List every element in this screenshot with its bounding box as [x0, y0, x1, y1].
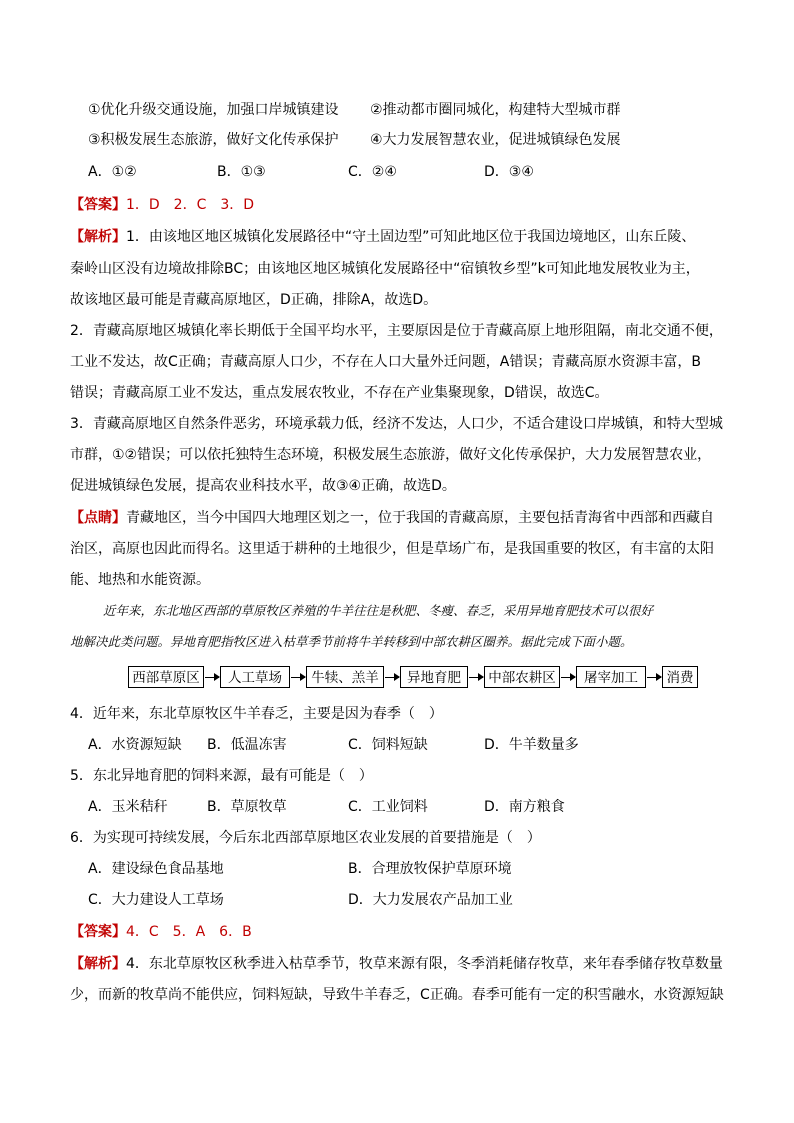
- q6-choice-a: A．建设绿色食品基地: [88, 861, 224, 877]
- flow-box-consumption: 消费: [662, 666, 698, 688]
- q4-choice-d: D．牛羊数量多: [484, 737, 579, 753]
- analysis-line: 秦岭山区没有边境故排除BC；由该地区地区城镇化发展路径中“宿镇牧乡型”k可知此地发展牧业为主，: [70, 261, 700, 277]
- flow-box-central-farming: 中部农耕区: [484, 666, 560, 688]
- analysis-line: 2．青藏高原地区城镇化率长期低于全国平均水平，主要原因是位于青藏高原上地形阻隔，南北交通不便，: [70, 323, 723, 339]
- point-line: 治区，高原也因此而得名。这里适于耕种的土地很少，但是草场广布，是我国重要的牧区，有丰富的太阳: [70, 541, 714, 557]
- q4-choice-a: A．水资源短缺: [88, 737, 182, 753]
- analysis-line: 市群，①②错误；可以依托独特生态环境，积极发展生态旅游，做好文化传承保护，大力发展智慧农业，: [70, 447, 712, 463]
- analysis-label: 【解析】: [70, 956, 126, 972]
- point-label: 【点睛】: [70, 510, 126, 526]
- q3-choice-a: A．①②: [88, 164, 137, 180]
- analysis-label: 【解析】: [70, 229, 126, 245]
- q4-choice-c: C．饲料短缺: [348, 737, 428, 753]
- analysis-line: 工业不发达，故C正确；青藏高原人口少，不存在人口大量外迁问题，A错误；青藏高原水资源丰富，B: [70, 354, 701, 370]
- flow-arrow-icon: [205, 677, 219, 678]
- analysis-text: 4．东北草原牧区秋季进入枯草季节，牧草来源有限，冬季消耗储存牧草，来年春季储存牧草数量: [126, 956, 723, 972]
- q3-option-2: ②推动都市圈同城化，构建特大型城市群: [370, 102, 621, 118]
- flow-box-slaughter: 屠宰加工: [576, 666, 646, 688]
- flow-arrow-icon: [385, 677, 399, 678]
- analysis-line: [70, 954, 723, 974]
- q6-choice-b: B．合理放牧保护草原环境: [348, 861, 512, 877]
- question-4-stem: 4．近年来，东北草原牧区牛羊春乏，主要是因为春季（ ）: [70, 706, 443, 722]
- q4-choice-b: B．低温冻害: [207, 737, 287, 753]
- q3-option-1: ①优化升级交通设施，加强口岸城镇建设: [88, 102, 339, 118]
- q3-option-3: ③积极发展生态旅游，做好文化传承保护: [88, 132, 339, 148]
- answer-text: 4．C 5．A 6．B: [126, 924, 252, 940]
- answer-block-2: [70, 922, 252, 942]
- flow-box-artificial-grassland: 人工草场: [220, 666, 290, 688]
- analysis-line: 促进城镇绿色发展，提高农业科技水平，故③④正确，故选D。: [70, 478, 456, 494]
- point-text: 青藏地区，当今中国四大地理区划之一，位于我国的青藏高原，主要包括青海省中西部和西藏自: [126, 510, 714, 526]
- q3-choice-b: B．①③: [217, 164, 266, 180]
- flow-arrow-icon: [561, 677, 575, 678]
- q5-choice-b: B．草原牧草: [207, 799, 287, 815]
- flow-box-offsite-fattening: 异地育肥: [400, 666, 468, 688]
- flow-arrow-icon: [291, 677, 305, 678]
- q3-choice-c: C．②④: [348, 164, 397, 180]
- analysis-text: 1．由该地区地区城镇化发展路径中“守土固边型”可知此地区位于我国边境地区，山东丘陵、: [126, 229, 696, 245]
- flow-arrow-icon: [647, 677, 661, 678]
- point-line: 能、地热和水能资源。: [70, 572, 210, 588]
- answer-label: 【答案】: [70, 197, 126, 213]
- analysis-line: 3．青藏高原地区自然条件恶劣，环境承载力低，经济不发达，人口少，不适合建设口岸城镇，和特大型城: [70, 416, 723, 432]
- material-line: 近年来，东北地区西部的草原牧区养殖的牛羊往往是秋肥、冬瘦、春乏，采用异地育肥技术可以很好: [103, 603, 654, 618]
- q5-choice-c: C．工业饲料: [348, 799, 428, 815]
- material-line: 地解决此类问题。异地育肥指牧区进入枯草季节前将牛羊转移到中部农耕区圈养。据此完成下面小题。: [70, 634, 633, 649]
- analysis-line: 错误；青藏高原工业不发达，重点发展农牧业，不存在产业集聚现象，D错误，故选C。: [70, 385, 609, 401]
- answer-block-1: [70, 195, 254, 215]
- answer-label: 【答案】: [70, 924, 126, 940]
- flow-box-west-grassland: 西部草原区: [128, 666, 204, 688]
- q5-choice-d: D．南方粮食: [484, 799, 565, 815]
- point-line: [70, 508, 714, 528]
- question-5-stem: 5．东北异地育肥的饲料来源，最有可能是（ ）: [70, 768, 373, 784]
- q6-choice-d: D．大力发展农产品加工业: [348, 892, 513, 908]
- question-6-stem: 6．为实现可持续发展，今后东北西部草原地区农业发展的首要措施是（ ）: [70, 830, 541, 846]
- q5-choice-a: A．玉米秸秆: [88, 799, 168, 815]
- flow-arrow-icon: [469, 677, 483, 678]
- analysis-line: 少，而新的牧草尚不能供应，饲料短缺，导致牛羊春乏，C正确。春季可能有一定的积雪融水，水资源短缺: [70, 987, 724, 1003]
- q3-option-4: ④大力发展智慧农业，促进城镇绿色发展: [370, 132, 621, 148]
- flow-box-calves-lambs: 牛犊、羔羊: [306, 666, 384, 688]
- analysis-line: [70, 227, 695, 247]
- answer-text: 1．D 2．C 3．D: [126, 197, 255, 213]
- q3-choice-d: D．③④: [484, 164, 534, 180]
- analysis-line: 故该地区最可能是青藏高原地区，D正确，排除A，故选D。: [70, 292, 438, 308]
- q6-choice-c: C．大力建设人工草场: [88, 892, 224, 908]
